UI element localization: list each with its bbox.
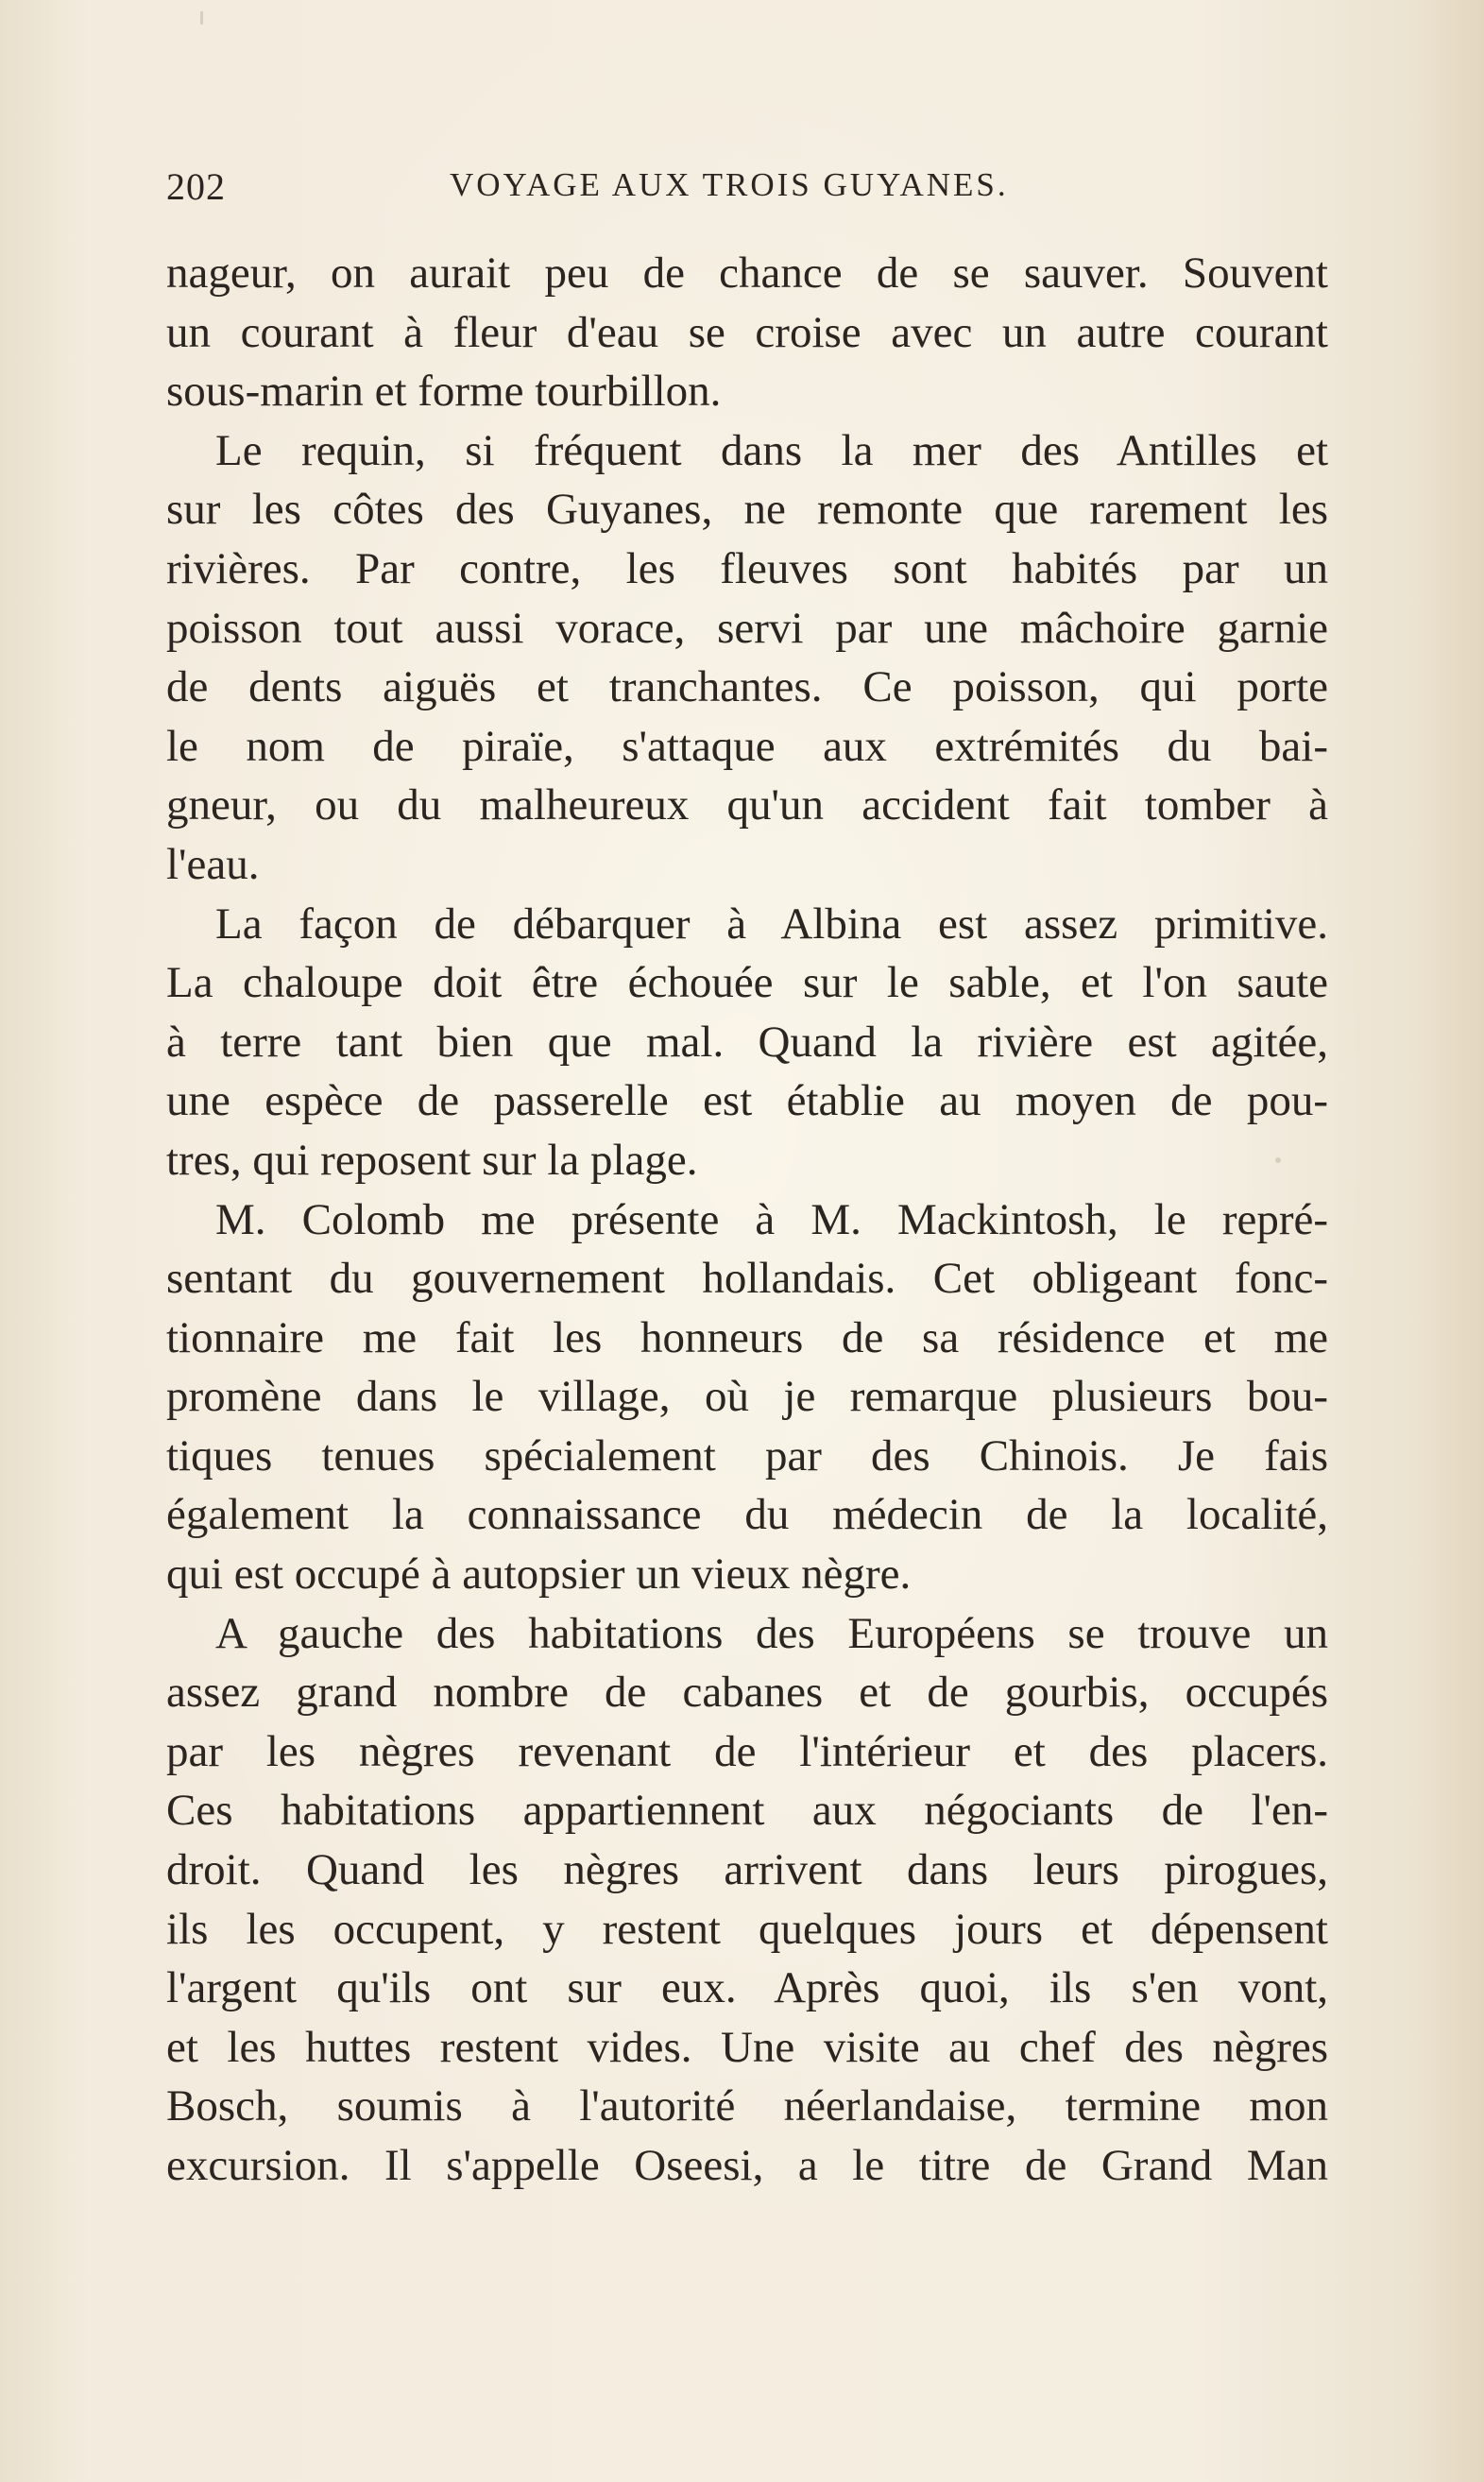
running-title: VOYAGE AUX TROIS GUYANES. (450, 166, 1009, 203)
text-line: ils les occupent, y restent quelques jours et dépensent (166, 1904, 1328, 1954)
text-line: qui est occupé à autopsier un vieux nègre. (166, 1549, 912, 1600)
text-line: A gauche des habitations des Européens se trouve un (215, 1608, 1328, 1658)
text-line: sur les côtes des Guyanes, ne remonte que rarement les (166, 485, 1328, 535)
text-line: Ces habitations appartiennent aux négociants de l'en- (166, 1786, 1328, 1836)
body-text (166, 244, 1328, 2196)
text-line: l'argent qu'ils ont sur eux. Après quoi, ils s'en vont, (166, 1963, 1328, 2013)
text-line: promène dans le village, où je remarque plusieurs bou- (166, 1372, 1328, 1422)
text-line: et les huttes restent vides. Une visite au chef des nègres (166, 2022, 1328, 2072)
text-line: Bosch, soumis à l'autorité néerlandaise, termine mon (166, 2081, 1328, 2131)
text-line: La façon de débarquer à Albina est assez primitive. (215, 899, 1328, 949)
paper-speck (1275, 1157, 1281, 1163)
text-line: rivières. Par contre, les fleuves sont habités par un (166, 543, 1328, 593)
text-line: une espèce de passerelle est établie au moyen de pou- (166, 1076, 1328, 1126)
text-line: l'eau. (166, 839, 260, 889)
text-line: tres, qui reposent sur la plage. (166, 1135, 698, 1185)
text-line: sous-marin et forme tourbillon. (166, 367, 722, 417)
text-line: gneur, ou du malheureux qu'un accident fait tomber à (166, 780, 1328, 830)
text-line: poisson tout aussi vorace, servi par une mâchoire garnie (166, 603, 1328, 653)
paper-speck (200, 11, 203, 25)
text-line: nageur, on aurait peu de chance de se sauver. Souvent (166, 248, 1328, 298)
text-line: un courant à fleur d'eau se croise avec un autre courant (166, 307, 1328, 357)
text-line: à terre tant bien que mal. Quand la rivière est agitée, (166, 1017, 1328, 1067)
text-line: par les nègres revenant de l'intérieur et des placers. (166, 1726, 1328, 1776)
page-number: 202 (166, 165, 226, 208)
text-line: de dents aiguës et tranchantes. Ce poisson, qui porte (166, 662, 1328, 712)
text-line: assez grand nombre de cabanes et de gourbis, occupés (166, 1668, 1328, 1718)
text-line: M. Colomb me présente à M. Mackintosh, le repré- (215, 1194, 1328, 1244)
text-line: sentant du gouvernement hollandais. Cet obligeant fonc- (166, 1254, 1328, 1304)
text-line: Le requin, si fréquent dans la mer des Antilles et (215, 425, 1328, 475)
page-header (166, 159, 1328, 215)
text-line: tionnaire me fait les honneurs de sa résidence et me (166, 1312, 1328, 1362)
text-line: droit. Quand les nègres arrivent dans leurs pirogues, (166, 1845, 1328, 1895)
text-line: également la connaissance du médecin de la localité, (166, 1490, 1328, 1540)
text-line: le nom de piraïe, s'attaque aux extrémités du bai- (166, 721, 1328, 771)
text-line: La chaloupe doit être échouée sur le sable, et l'on saute (166, 958, 1328, 1008)
text-line: tiques tenues spécialement par des Chinois. Je fais (166, 1430, 1328, 1481)
text-line: excursion. Il s'appelle Oseesi, a le titre de Grand Man (166, 2141, 1328, 2190)
